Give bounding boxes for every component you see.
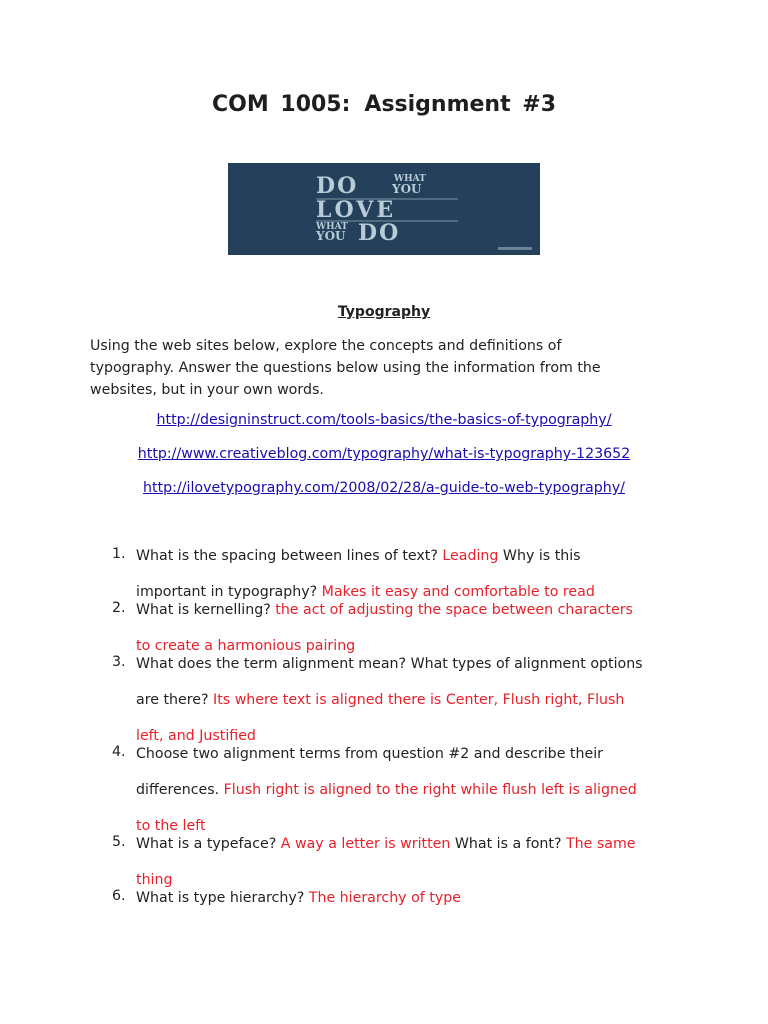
intro-paragraph — [90, 335, 670, 401]
page-title — [0, 92, 768, 117]
answer-text: Leading — [442, 548, 499, 564]
banner-word-you-bottom: YOU — [316, 229, 346, 243]
answer-text: The hierarchy of type — [308, 890, 461, 906]
link-ilovetypography[interactable]: http://ilovetypography.com/2008/02/28/a-guide-to-web-typography/ — [143, 480, 625, 496]
banner-word-love: LOVE — [316, 197, 397, 223]
question-text: differences. — [136, 782, 220, 798]
answer-text: A way a letter is written — [280, 836, 451, 852]
banner-word-what-top: WHAT — [394, 174, 426, 184]
question-line — [136, 834, 692, 870]
question-number: 2. — [112, 600, 126, 616]
question-line — [136, 690, 692, 726]
question-item — [112, 654, 692, 744]
answer-text: The same — [565, 836, 636, 852]
question-line — [136, 780, 692, 816]
question-text: Why is this — [502, 548, 581, 564]
link-creativeblog[interactable]: http://www.creativeblog.com/typography/what-is-typography-123652 — [137, 446, 631, 462]
question-text: What is a typeface? — [136, 836, 277, 852]
question-line — [136, 582, 692, 602]
question-item — [112, 600, 692, 654]
question-number: 4. — [112, 744, 126, 760]
question-item — [112, 744, 692, 834]
banner-word-do-top: DO — [316, 173, 359, 199]
question-text: What does the term alignment mean? What types of alignment options — [136, 656, 643, 672]
answer-text: Makes it easy and comfortable to read — [321, 584, 595, 600]
intro-line: Using the web sites below, explore the concepts and definitions of — [90, 338, 562, 354]
question-number: 3. — [112, 654, 126, 670]
question-text: What is type hierarchy? — [136, 890, 305, 906]
course-code: COM 1005: — [211, 92, 351, 117]
question-line — [136, 888, 692, 908]
answer-text: the act of adjusting the space between characters — [275, 602, 633, 618]
question-text: What is the spacing between lines of text? — [136, 548, 438, 564]
question-text: important in typography? — [136, 584, 318, 600]
answer-text: Flush right is aligned to the right while flush left is aligned — [223, 782, 637, 798]
question-number: 5. — [112, 834, 126, 850]
answer-text: left, and Justified — [136, 728, 256, 744]
answer-text: to the left — [136, 818, 206, 834]
typography-banner-image — [228, 163, 540, 255]
answer-text: thing — [136, 872, 173, 888]
question-number: 1. — [112, 546, 126, 562]
assignment-number: Assignment #3 — [364, 92, 557, 117]
question-item — [112, 546, 692, 600]
question-item — [112, 888, 692, 908]
intro-line: typography. Answer the questions below using the information from the — [90, 360, 601, 376]
intro-line: websites, but in your own words. — [90, 382, 324, 398]
question-text: Choose two alignment terms from question #2 and describe their — [136, 746, 603, 762]
question-line — [136, 600, 692, 636]
question-list — [112, 546, 692, 908]
question-text: What is a font? — [454, 836, 562, 852]
link-designinstruct[interactable]: http://designinstruct.com/tools-basics/the-basics-of-typography/ — [156, 412, 612, 428]
question-line — [136, 546, 692, 582]
answer-text: to create a harmonious pairing — [136, 638, 356, 654]
banner-word-what-bottom: WHAT — [316, 222, 348, 232]
banner-word-do-bottom: DO — [358, 220, 401, 246]
question-text: are there? — [136, 692, 209, 708]
section-heading: Typography — [337, 304, 431, 320]
question-text: What is kernelling? — [136, 602, 271, 618]
answer-text: Its where text is aligned there is Center, Flush right, Flush — [213, 692, 625, 708]
banner-word-you-top: YOU — [392, 182, 422, 196]
question-number: 6. — [112, 888, 126, 904]
question-item — [112, 834, 692, 888]
